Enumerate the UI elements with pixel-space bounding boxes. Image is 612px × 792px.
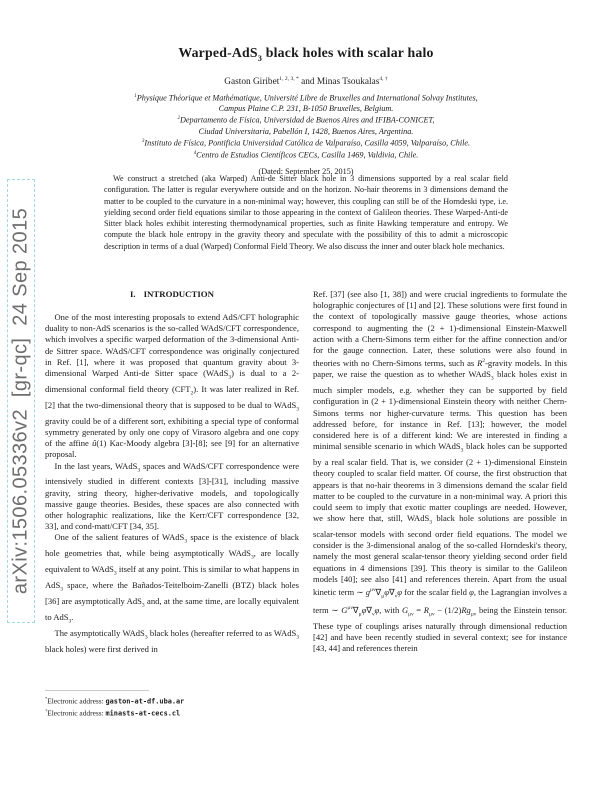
paper-header [40, 45, 572, 176]
affiliation-line: $^1$Physique Théorique et Mathématique, Université Libre de Bruxelles and International Solvay Institutes, [134, 93, 478, 103]
paragraph: The asymptotically WAdS$_3$ black holes (hereafter referred to as WAdS$_3$ black holes) were first derived in [45, 627, 300, 654]
footnote-label: Electronic address: [47, 696, 106, 706]
footnotes [45, 690, 299, 719]
footnote-rule [45, 690, 149, 691]
section-number: I. [129, 289, 136, 299]
footnote-email: gaston-at-df.uba.ar [105, 697, 185, 706]
section-title: INTRODUCTION [143, 289, 214, 299]
right-column [313, 289, 567, 655]
paragraph: In the last years, WAdS$_3$ spaces and WAdS/CFT correspondence were intensively studied in different contexts [3]-[31], including massive gravity, string theory, higher-derivative models, and topologically massive gauge theories. Besides, these spaces are also connected with other holographic realizations, like the Kerr/CFT correspondence [32, 33], and cond-matt/CFT [34, 35]. [45, 460, 300, 532]
affiliation-line: Ciudad Universitaria, Pabellón I, 1428, Buenos Aires, Argentina. [198, 126, 414, 136]
affiliation-line: $^4$Centro de Estudios Científicos CECs, Casilla 1469, Valdivia, Chile. [193, 150, 419, 160]
affiliations [40, 92, 572, 161]
paragraph: Ref. [37] (see also [1, 38]) and were crucial ingredients to formulate the holographic conjectures of [1] and [2]. These solutions were first found in the context of topologically massive gauge theories, whose actions correspond to augmenting the (2 + 1)-dimensional Einstein-Maxwell action with a Chern-Simons term either for the affine connection and/or for the gauge connection. Later, these solutions were also found in theories with no Chern-Simons terms, such as $R^2$-gravity models. In this paper, we raise the question as to whether WAdS$_3$ black holes exist in much simpler models, e.g. whether they can be supported by field configuration in (2 + 1)-dimensional Einstein theory with neither Chern-Simons terms nor higher-curvature terms. This question has been addressed before, for instance in Ref. [13]; however, the model considered here is of a different kind: We are interested in finding a minimal sensible scenario in which WAdS$_3$ black holes can be supported by a real scalar field. That is, we consider (2 + 1)-dimensional Einstein theory coupled to scalar field matter. Of course, the first obstruction that appears is that no-hair theorems in 3 dimensions demand the scalar field matter to be coupled to the curvature in a non-minimal way. A priori this could seem to imply that exotic matter couplings are needed. However, we show here that, still, WAdS$_3$ black hole solutions are possible in scalar-tensor models with second order field equations. The model we consider is the 3-dimensional analog of the so-called Horndeski's theory, namely the most general scalar-tensor theory yielding second order field equations in 4 dimensions [39]. This theory is similar to the Galileon models [40]; see also [41] and references therein. Apart from the usual kinetic term ∼ $g^{\mu\nu}\nabla_\mu\varphi\nabla_\nu\varphi$ for the scalar field φ, the Lagrangian involves a term ∼ $G^{\mu\nu}\nabla_\mu\varphi\nabla_\nu\varphi$, with $G_{\mu\nu} = R_{\mu\nu} - (1/2)Rg_{\mu\nu}$ being the Einstein tensor. These type of couplings arises naturally through dimensional reduction [42] and have been recently studied in several context; see for instance [43, 44] and references therein [313, 289, 567, 653]
arxiv-stamp-link[interactable]: arXiv:1506.05336v2 [gr-qc] 24 Sep 2015 [9, 207, 32, 595]
affiliation-line: $^3$Instituto de Física, Pontificia Universidad Católica de Valparaíso, Casilla 4059, Valparaíso, Chile. [141, 138, 471, 148]
footnote-marker: † [45, 708, 48, 714]
date-line: (Dated: September 25, 2015) [258, 167, 354, 177]
paragraph: One of the most interesting proposals to extend AdS/CFT holographic duality to non-AdS scenarios is the so-called WAdS/CFT correspondence, which involves a specific warped deformation of the 3-dimensional Anti-de Sittrer space. WAdS/CFT correspondence was originally conjectured in Ref. [1], where it was proposed that quantum gravity about 3-dimensional Warped Anti-de Sitter space (WAdS$_3$) is dual to a 2-dimensional conformal field theory $(CFT_2)$. It was later realized in Ref. [2] that the two-dimensional theory that is supposed to be dual to WAdS$_3$ gravity could be of a different sort, exhibiting a special type of conformal symmetry generated by only one copy of Virasoro algebra and one copy of the affine û(1) Kac-Moody algebra [3]-[8]; see [9] for an alternative proposal. [45, 312, 299, 460]
affiliation-line: Campus Plaine C.P. 231, B-1050 Bruxelles, Belgium. [218, 103, 394, 113]
section-heading-introduction [45, 289, 299, 299]
abstract: We construct a stretched (aka Warped) Anti-de Sitter black hole in 3 dimensions supported by a real scalar field configuration. The latter is regular everywhere outside and on the horizon. No-hair theorems in 3 dimensions demand the matter to be coupled to the curvature in a non-minimal way; however, this coupling can still be of the Horndeski type, i.e. yielding second order field equations similar to those appearing in the context of Galileon theories. These Warped-Anti-de Sitter black holes exhibit interesting thermodynamical properties, such as finite Hawking temperature and entropy. We compute the black hole entropy in the gravity theory and speculate with the possibility of this to admit a microscopic description in terms of a dual (Warped) Conformal Field Theory. We also discuss the inner and outer black hole mechanics. [104, 174, 508, 251]
left-column [45, 289, 299, 655]
affiliation-line: $^2$Departamento de Física, Universidad de Buenos Aires and IFIBA-CONICET, [177, 116, 435, 126]
footnote-author-1 [45, 694, 299, 706]
footnote-marker: * [45, 696, 48, 701]
page-title: Warped-AdS$_3$ black holes with scalar halo [178, 45, 434, 63]
arxiv-stamp-box [7, 179, 35, 623]
author-line: Gaston Giribet$^{1, 2, 3, *}$ and Minas Tsoukalas$^{4, \dagger}$ [224, 75, 388, 87]
body-columns [45, 289, 568, 655]
footnote-email: minasts-at-cecs.cl [105, 709, 181, 718]
footnote-author-2 [45, 706, 299, 718]
paragraph: One of the salient features of WAdS$_3$ space is the existence of black hole geometries that, while being asymptotically WAdS$_3$, are locally equivalent to WAdS$_3$ itself at any point. This is similar to what happens in AdS$_3$ space, where the Bañados-Teitelboim-Zanelli (BTZ) black holes [36] are asymptotically AdS$_3$ and, at the same time, are locally equivalent to AdS$_3$. [45, 532, 299, 625]
footnote-label: Electronic address: [47, 708, 106, 718]
